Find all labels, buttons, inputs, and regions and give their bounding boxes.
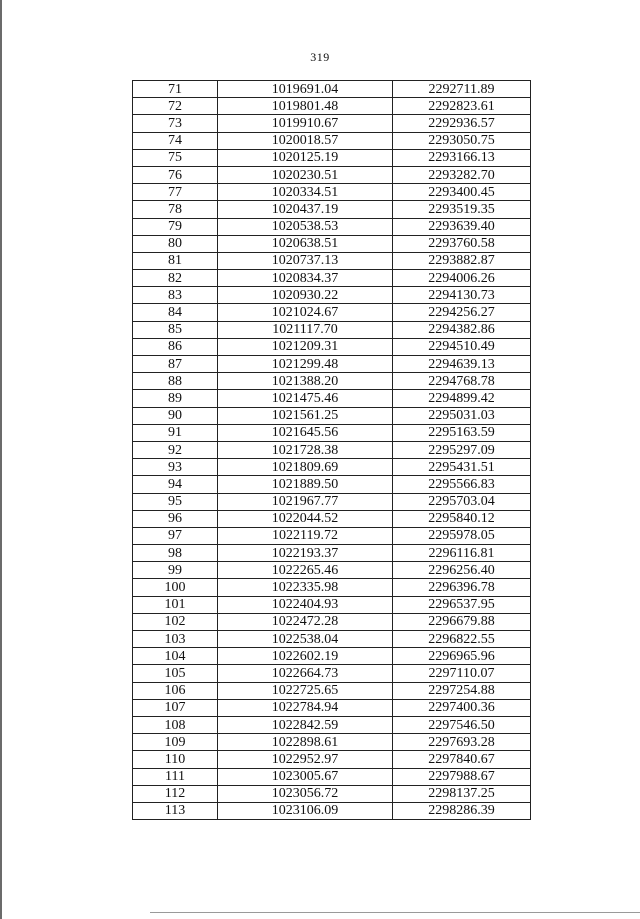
y-coordinate-cell: 2297400.36 [393, 699, 531, 716]
table-row [133, 287, 531, 304]
x-coordinate-cell: 1022842.59 [218, 716, 393, 733]
y-coordinate-cell: 2294510.49 [393, 338, 531, 355]
point-number-cell: 88 [133, 373, 218, 390]
x-coordinate-cell: 1019691.04 [218, 81, 393, 98]
y-coordinate-cell: 2297988.67 [393, 768, 531, 785]
table-row [133, 545, 531, 562]
point-number-cell: 108 [133, 716, 218, 733]
x-coordinate-cell: 1022538.04 [218, 631, 393, 648]
point-number-cell: 78 [133, 201, 218, 218]
y-coordinate-cell: 2293166.13 [393, 149, 531, 166]
x-coordinate-cell: 1022265.46 [218, 562, 393, 579]
x-coordinate-cell: 1021209.31 [218, 338, 393, 355]
y-coordinate-cell: 2298286.39 [393, 802, 531, 819]
x-coordinate-cell: 1022664.73 [218, 665, 393, 682]
y-coordinate-cell: 2297546.50 [393, 716, 531, 733]
y-coordinate-cell: 2295297.09 [393, 441, 531, 458]
table-row [133, 785, 531, 802]
x-coordinate-cell: 1020125.19 [218, 149, 393, 166]
scan-left-edge [0, 0, 2, 919]
table-row [133, 81, 531, 98]
point-number-cell: 102 [133, 613, 218, 630]
point-number-cell: 87 [133, 356, 218, 373]
point-number-cell: 81 [133, 252, 218, 269]
y-coordinate-cell: 2295978.05 [393, 527, 531, 544]
y-coordinate-cell: 2292711.89 [393, 81, 531, 98]
y-coordinate-cell: 2298137.25 [393, 785, 531, 802]
point-number-cell: 85 [133, 321, 218, 338]
table-row [133, 201, 531, 218]
table-row [133, 270, 531, 287]
table-row [133, 768, 531, 785]
table-row [133, 631, 531, 648]
y-coordinate-cell: 2292823.61 [393, 98, 531, 115]
y-coordinate-cell: 2294639.13 [393, 356, 531, 373]
y-coordinate-cell: 2293519.35 [393, 201, 531, 218]
point-number-cell: 95 [133, 493, 218, 510]
point-number-cell: 73 [133, 115, 218, 132]
point-number-cell: 99 [133, 562, 218, 579]
x-coordinate-cell: 1021561.25 [218, 407, 393, 424]
x-coordinate-cell: 1021889.50 [218, 476, 393, 493]
x-coordinate-cell: 1022404.93 [218, 596, 393, 613]
x-coordinate-cell: 1022725.65 [218, 682, 393, 699]
x-coordinate-cell: 1022335.98 [218, 579, 393, 596]
x-coordinate-cell: 1022898.61 [218, 734, 393, 751]
point-number-cell: 86 [133, 338, 218, 355]
table-row [133, 716, 531, 733]
y-coordinate-cell: 2294256.27 [393, 304, 531, 321]
table-row [133, 338, 531, 355]
table-row [133, 562, 531, 579]
point-number-cell: 74 [133, 132, 218, 149]
x-coordinate-cell: 1019801.48 [218, 98, 393, 115]
y-coordinate-cell: 2293639.40 [393, 218, 531, 235]
point-number-cell: 105 [133, 665, 218, 682]
y-coordinate-cell: 2294130.73 [393, 287, 531, 304]
point-number-cell: 111 [133, 768, 218, 785]
table-row [133, 218, 531, 235]
point-number-cell: 101 [133, 596, 218, 613]
y-coordinate-cell: 2297840.67 [393, 751, 531, 768]
table-row [133, 648, 531, 665]
x-coordinate-cell: 1020737.13 [218, 252, 393, 269]
point-number-cell: 80 [133, 235, 218, 252]
y-coordinate-cell: 2296396.78 [393, 579, 531, 596]
point-number-cell: 100 [133, 579, 218, 596]
y-coordinate-cell: 2295163.59 [393, 424, 531, 441]
y-coordinate-cell: 2294382.86 [393, 321, 531, 338]
point-number-cell: 113 [133, 802, 218, 819]
table-row [133, 356, 531, 373]
y-coordinate-cell: 2296965.96 [393, 648, 531, 665]
coordinate-table [132, 80, 531, 820]
table-row [133, 699, 531, 716]
point-number-cell: 92 [133, 441, 218, 458]
table-row [133, 235, 531, 252]
point-number-cell: 91 [133, 424, 218, 441]
point-number-cell: 109 [133, 734, 218, 751]
x-coordinate-cell: 1020230.51 [218, 166, 393, 183]
x-coordinate-cell: 1020834.37 [218, 270, 393, 287]
table-row [133, 476, 531, 493]
x-coordinate-cell: 1023056.72 [218, 785, 393, 802]
point-number-cell: 112 [133, 785, 218, 802]
y-coordinate-cell: 2295566.83 [393, 476, 531, 493]
table-row [133, 115, 531, 132]
table-row [133, 407, 531, 424]
x-coordinate-cell: 1022044.52 [218, 510, 393, 527]
x-coordinate-cell: 1023106.09 [218, 802, 393, 819]
x-coordinate-cell: 1023005.67 [218, 768, 393, 785]
table-row [133, 390, 531, 407]
y-coordinate-cell: 2297693.28 [393, 734, 531, 751]
y-coordinate-cell: 2295031.03 [393, 407, 531, 424]
y-coordinate-cell: 2297254.88 [393, 682, 531, 699]
point-number-cell: 90 [133, 407, 218, 424]
y-coordinate-cell: 2296679.88 [393, 613, 531, 630]
table-row [133, 459, 531, 476]
point-number-cell: 96 [133, 510, 218, 527]
table-row [133, 149, 531, 166]
table-row [133, 373, 531, 390]
y-coordinate-cell: 2292936.57 [393, 115, 531, 132]
table-row [133, 98, 531, 115]
y-coordinate-cell: 2294006.26 [393, 270, 531, 287]
point-number-cell: 79 [133, 218, 218, 235]
page-number: 319 [310, 50, 330, 64]
point-number-cell: 106 [133, 682, 218, 699]
y-coordinate-cell: 2296256.40 [393, 562, 531, 579]
x-coordinate-cell: 1021967.77 [218, 493, 393, 510]
y-coordinate-cell: 2294899.42 [393, 390, 531, 407]
table-row [133, 166, 531, 183]
x-coordinate-cell: 1022193.37 [218, 545, 393, 562]
table-row [133, 527, 531, 544]
y-coordinate-cell: 2293050.75 [393, 132, 531, 149]
x-coordinate-cell: 1022784.94 [218, 699, 393, 716]
point-number-cell: 94 [133, 476, 218, 493]
table-row [133, 665, 531, 682]
x-coordinate-cell: 1022952.97 [218, 751, 393, 768]
x-coordinate-cell: 1021809.69 [218, 459, 393, 476]
x-coordinate-cell: 1021475.46 [218, 390, 393, 407]
point-number-cell: 97 [133, 527, 218, 544]
table-row [133, 424, 531, 441]
x-coordinate-cell: 1021117.70 [218, 321, 393, 338]
table-row [133, 613, 531, 630]
y-coordinate-cell: 2293760.58 [393, 235, 531, 252]
y-coordinate-cell: 2295703.04 [393, 493, 531, 510]
y-coordinate-cell: 2295840.12 [393, 510, 531, 527]
x-coordinate-cell: 1022602.19 [218, 648, 393, 665]
x-coordinate-cell: 1021024.67 [218, 304, 393, 321]
point-number-cell: 89 [133, 390, 218, 407]
point-number-cell: 77 [133, 184, 218, 201]
x-coordinate-cell: 1020334.51 [218, 184, 393, 201]
coordinate-table-container [132, 80, 530, 820]
table-row [133, 751, 531, 768]
point-number-cell: 76 [133, 166, 218, 183]
table-row [133, 510, 531, 527]
point-number-cell: 75 [133, 149, 218, 166]
table-row [133, 441, 531, 458]
point-number-cell: 110 [133, 751, 218, 768]
x-coordinate-cell: 1021645.56 [218, 424, 393, 441]
y-coordinate-cell: 2293282.70 [393, 166, 531, 183]
x-coordinate-cell: 1020930.22 [218, 287, 393, 304]
y-coordinate-cell: 2295431.51 [393, 459, 531, 476]
x-coordinate-cell: 1022472.28 [218, 613, 393, 630]
x-coordinate-cell: 1021388.20 [218, 373, 393, 390]
y-coordinate-cell: 2293400.45 [393, 184, 531, 201]
table-row [133, 734, 531, 751]
scan-bottom-edge [150, 912, 640, 913]
table-row [133, 184, 531, 201]
x-coordinate-cell: 1020437.19 [218, 201, 393, 218]
table-row [133, 682, 531, 699]
table-row [133, 802, 531, 819]
y-coordinate-cell: 2297110.07 [393, 665, 531, 682]
table-row [133, 321, 531, 338]
table-row [133, 304, 531, 321]
table-row [133, 252, 531, 269]
x-coordinate-cell: 1019910.67 [218, 115, 393, 132]
x-coordinate-cell: 1020018.57 [218, 132, 393, 149]
point-number-cell: 83 [133, 287, 218, 304]
x-coordinate-cell: 1020638.51 [218, 235, 393, 252]
point-number-cell: 104 [133, 648, 218, 665]
point-number-cell: 98 [133, 545, 218, 562]
point-number-cell: 72 [133, 98, 218, 115]
y-coordinate-cell: 2296116.81 [393, 545, 531, 562]
point-number-cell: 103 [133, 631, 218, 648]
x-coordinate-cell: 1020538.53 [218, 218, 393, 235]
y-coordinate-cell: 2296537.95 [393, 596, 531, 613]
y-coordinate-cell: 2293882.87 [393, 252, 531, 269]
point-number-cell: 93 [133, 459, 218, 476]
y-coordinate-cell: 2294768.78 [393, 373, 531, 390]
point-number-cell: 107 [133, 699, 218, 716]
coordinate-table-body [133, 81, 531, 820]
table-row [133, 596, 531, 613]
point-number-cell: 84 [133, 304, 218, 321]
table-row [133, 132, 531, 149]
point-number-cell: 82 [133, 270, 218, 287]
y-coordinate-cell: 2296822.55 [393, 631, 531, 648]
x-coordinate-cell: 1022119.72 [218, 527, 393, 544]
x-coordinate-cell: 1021728.38 [218, 441, 393, 458]
point-number-cell: 71 [133, 81, 218, 98]
table-row [133, 579, 531, 596]
table-row [133, 493, 531, 510]
x-coordinate-cell: 1021299.48 [218, 356, 393, 373]
